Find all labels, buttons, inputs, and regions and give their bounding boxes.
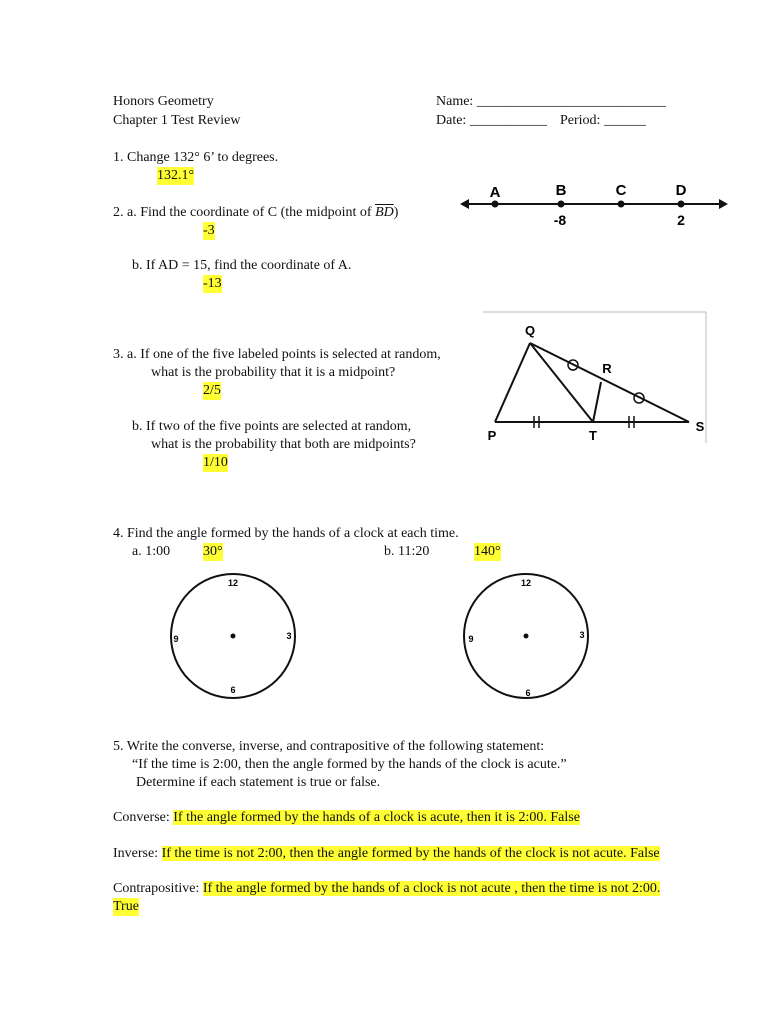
question-2b-prompt: b. If AD = 15, find the coordinate of A. [132, 258, 352, 273]
chapter-title: Chapter 1 Test Review [113, 113, 241, 128]
question-3b-line2: what is the probability that both are midpoints? [151, 437, 416, 452]
clock-a-nine: 9 [173, 634, 179, 644]
number-line-point-d [678, 201, 685, 208]
label-r: R [602, 361, 612, 376]
clock-a-six: 6 [230, 685, 236, 695]
number-line-point-c [618, 201, 625, 208]
segment-bd: $\overline{BD}$ [375, 205, 394, 220]
question-2a-prompt-close: ) [393, 205, 399, 220]
question-1-answer: 132.1° [157, 168, 195, 183]
converse-label: Converse: [113, 810, 174, 825]
contrapositive-truth: True [113, 899, 139, 914]
question-2b-answer: -13 [203, 276, 222, 291]
clock-b-nine: 9 [468, 634, 474, 644]
date-field-label: Date: ___________ [436, 113, 547, 128]
question-4-prompt: 4. Find the angle formed by the hands of a clock at each time. [113, 526, 459, 541]
question-5-line2: “If the time is 2:00, then the angle formed by the hands of the clock is acute.” [132, 757, 567, 772]
question-4a-answer: 30° [203, 544, 223, 559]
converse-row [113, 809, 580, 827]
clock-a-three: 3 [286, 631, 292, 641]
clock-a-twelve: 12 [227, 578, 239, 588]
clock-b-three: 3 [579, 630, 585, 640]
contrapositive-label: Contrapositive: [113, 881, 203, 896]
question-3a-line2: what is the probability that it is a midpoint? [151, 365, 396, 380]
label-q: Q [524, 323, 536, 338]
triangle-figure [483, 310, 711, 445]
course-title: Honors Geometry [113, 94, 214, 109]
clock-b-six: 6 [525, 688, 531, 698]
label-d: D [675, 182, 687, 199]
question-4b-answer: 140° [474, 544, 501, 559]
inverse-row [113, 845, 660, 863]
clock-b-figure [459, 572, 595, 708]
period-field-label: Period: ______ [560, 113, 646, 128]
name-field-label: Name: ___________________________ [436, 94, 666, 109]
number-line-point-b [558, 201, 565, 208]
number-line-point-a [492, 201, 499, 208]
question-3b-answer: 1/10 [203, 455, 228, 470]
question-2a-prompt [113, 204, 398, 222]
question-5-line3: Determine if each statement is true or false. [136, 775, 381, 790]
coordinate-d: 2 [677, 212, 685, 228]
question-3a-answer: 2/5 [203, 383, 221, 398]
question-4a-label: a. 1:00 [132, 544, 171, 559]
question-3b-line1: b. If two of the five points are selected at random, [132, 419, 412, 434]
label-a: A [489, 184, 501, 201]
contrapositive-row [113, 880, 660, 898]
label-s: S [695, 419, 705, 434]
question-3a-line1: 3. a. If one of the five labeled points is selected at random, [113, 347, 441, 362]
converse-answer: If the angle formed by the hands of a clock is acute, then it is 2:00. False [173, 810, 580, 825]
inverse-answer: If the time is not 2:00, then the angle formed by the hands of the clock is not acute. False [161, 846, 660, 861]
label-c: C [615, 182, 627, 199]
question-2a-prompt-text: 2. a. Find the coordinate of C (the midpoint of [113, 205, 376, 220]
question-1-prompt: 1. Change 132° 6’ to degrees. [113, 150, 279, 165]
label-p: P [487, 428, 497, 443]
number-line-figure [460, 180, 730, 230]
clock-b-twelve: 12 [520, 578, 532, 588]
clock-a-figure [165, 572, 301, 708]
question-2a-answer: -3 [203, 223, 215, 238]
label-b: B [555, 182, 567, 199]
question-4b-label: b. 11:20 [384, 544, 430, 559]
label-t: T [589, 428, 597, 443]
coordinate-b: -8 [553, 212, 567, 228]
inverse-label: Inverse: [113, 846, 162, 861]
question-5-line1: 5. Write the converse, inverse, and contrapositive of the following statement: [113, 739, 545, 754]
contrapositive-answer: If the angle formed by the hands of a clock is not acute , then the time is not 2:00. [202, 881, 661, 896]
